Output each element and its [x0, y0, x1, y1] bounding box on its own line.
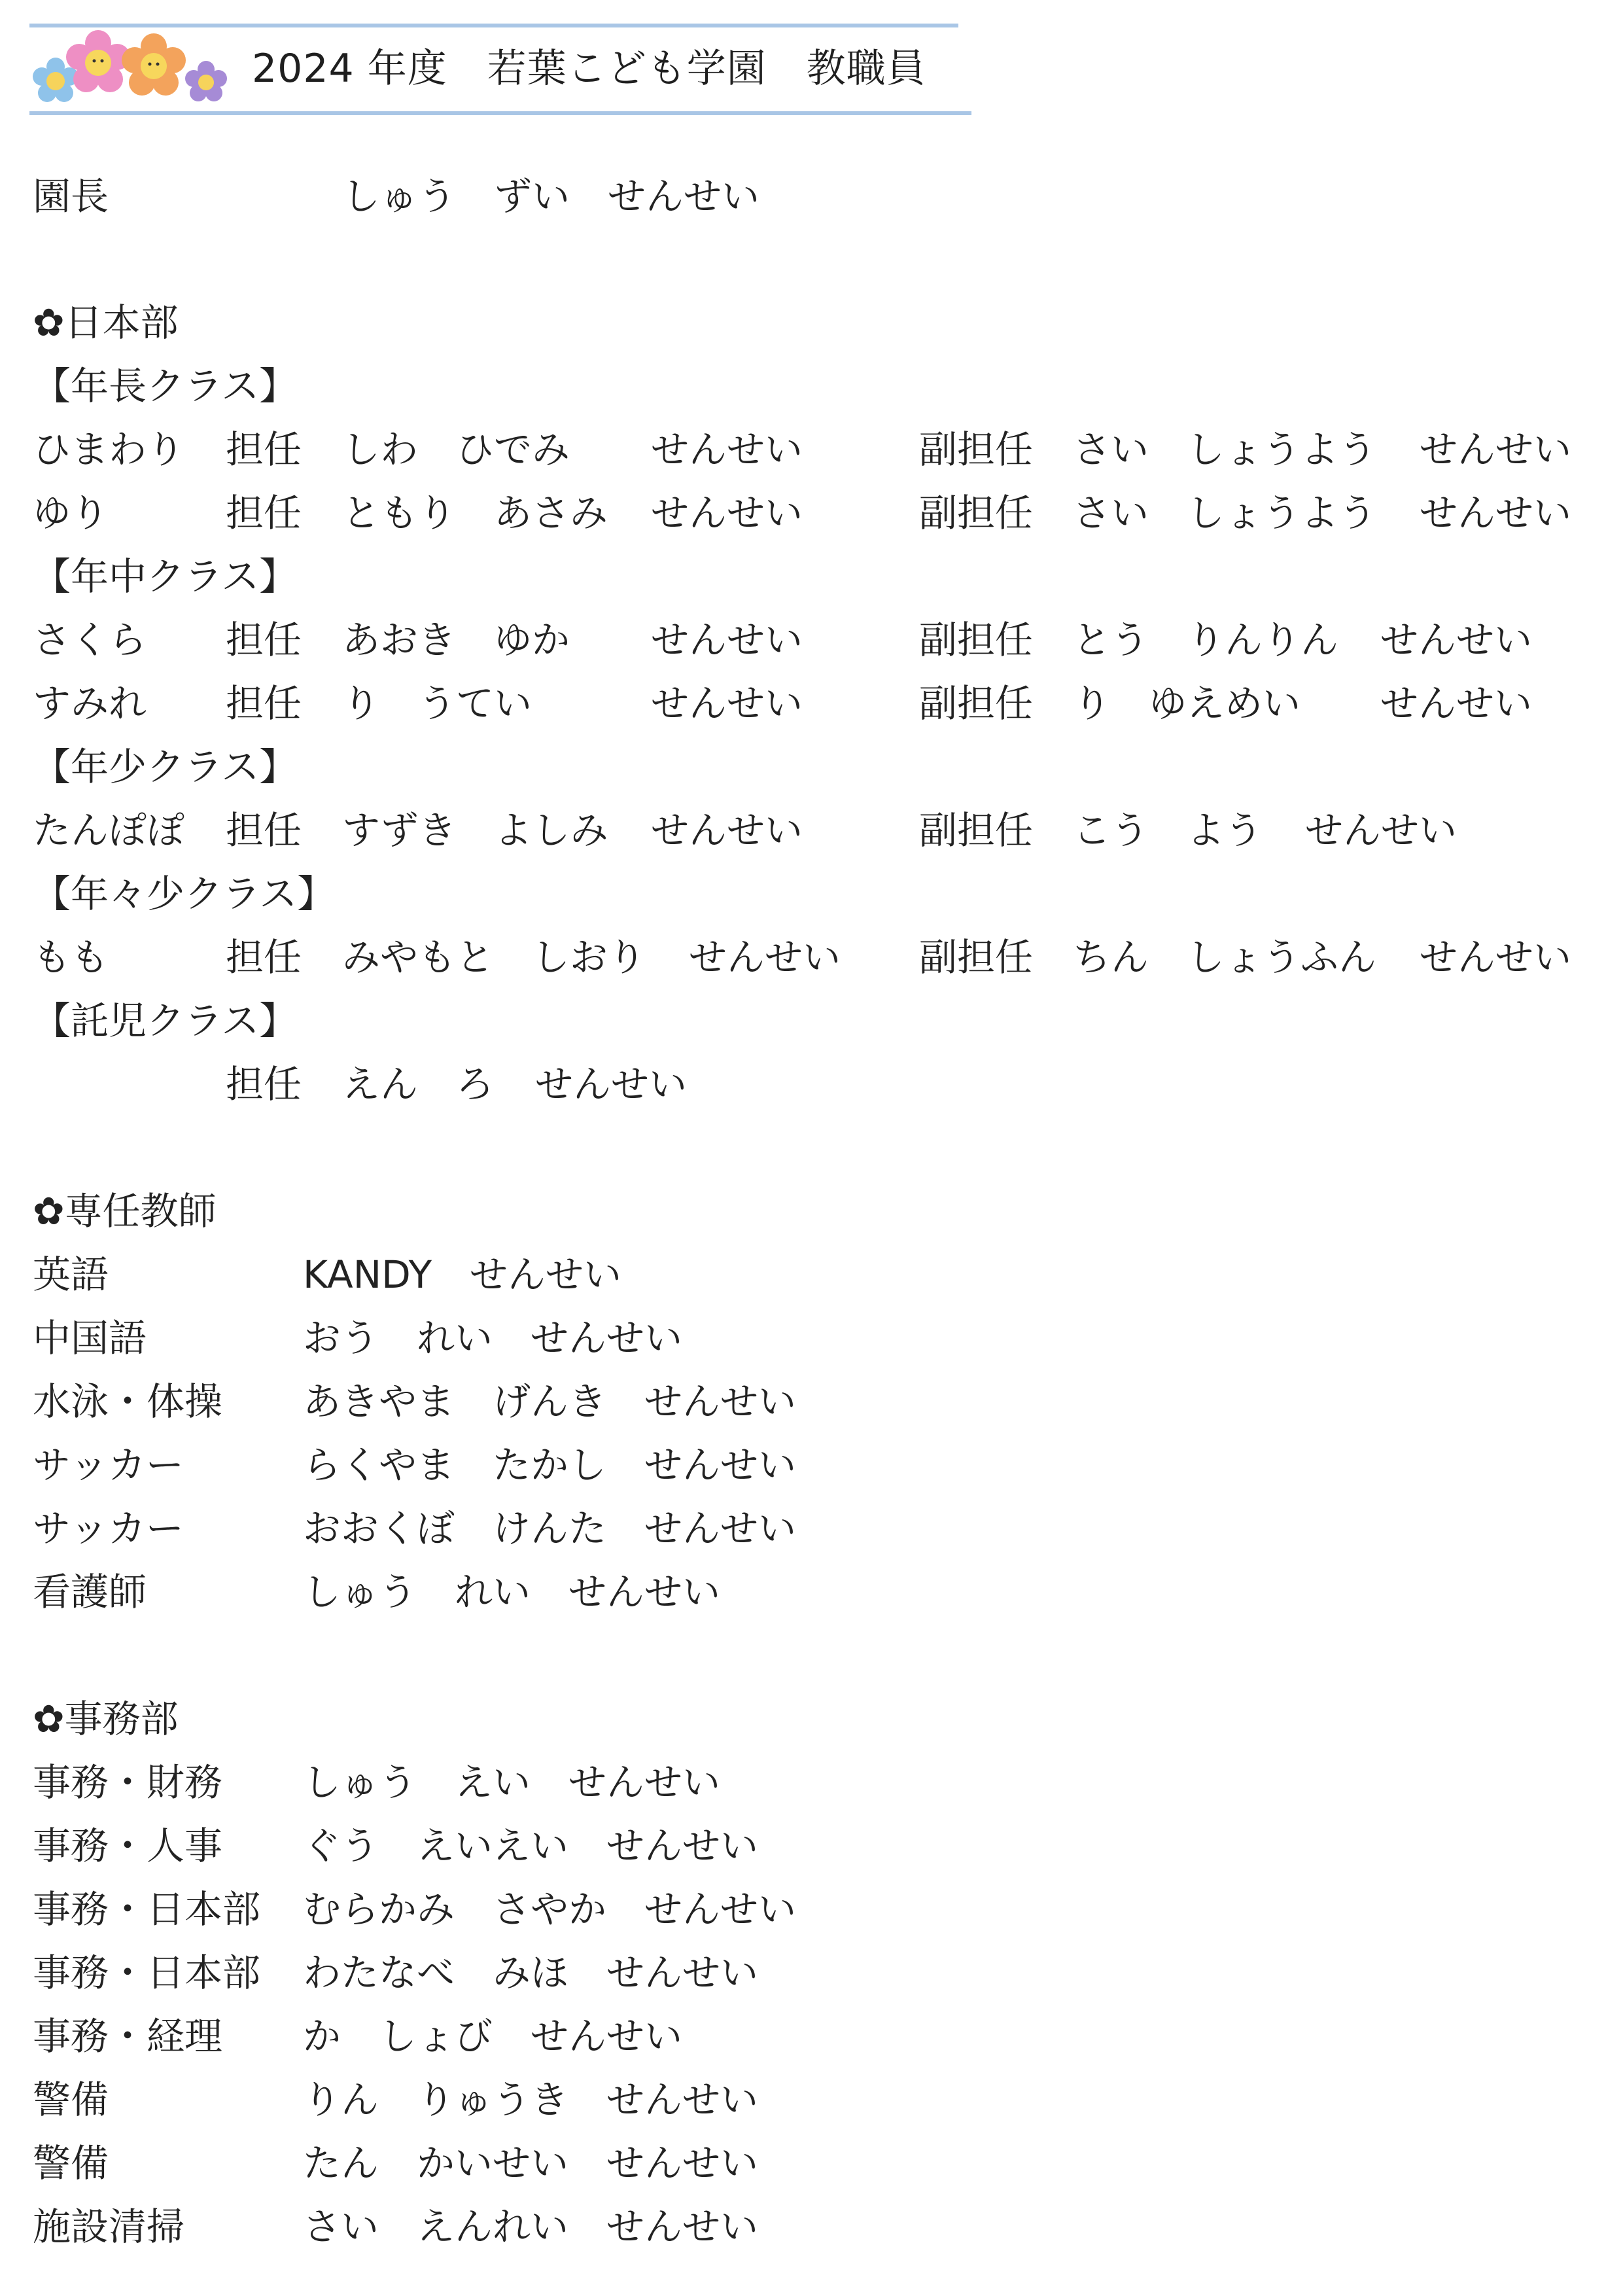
staff-name: たん かいせい せんせい: [303, 2141, 759, 2185]
sensei-suffix: せんせい: [1420, 491, 1572, 535]
sensei-suffix: せんせい: [651, 681, 803, 726]
staff-role: 事務・日本部: [33, 1951, 261, 1995]
teacher-name: り うてい: [342, 681, 532, 726]
staff-name: あきやま げんき せんせい: [303, 1379, 797, 1424]
class-label: 【年中クラス】: [33, 554, 298, 599]
staff-role: 事務・日本部: [33, 1887, 261, 1932]
class-label: 【年々少クラス】: [33, 872, 336, 916]
sensei-suffix: せんせい: [651, 427, 803, 472]
staff-role: 水泳・体操: [33, 1379, 223, 1424]
sensei-suffix: せんせい: [1305, 808, 1457, 853]
class-label: 【託児クラス】: [33, 998, 298, 1043]
staff-name: らくやま たかし せんせい: [303, 1443, 797, 1487]
class-name: すみれ: [33, 681, 147, 726]
class-name: ゆり: [33, 491, 109, 535]
staff-name: りん りゅうき せんせい: [303, 2077, 759, 2122]
fuku-tannin-label: 副担任: [919, 935, 1034, 980]
class-name: たんぽぽ: [33, 808, 185, 853]
staff-role: 事務・経理: [33, 2014, 223, 2058]
page-title: 2024 年度 若葉こども学園 教職員: [252, 46, 926, 92]
section-heading-japanese-dept: ✿日本部: [33, 300, 179, 345]
sensei-suffix: せんせい: [1380, 618, 1533, 662]
fuku-tannin-label: 副担任: [919, 491, 1034, 535]
staff-name: おう れい せんせい: [303, 1316, 683, 1360]
sensei-suffix: せんせい: [651, 618, 803, 662]
staff-name: しゅう えい せんせい: [303, 1760, 721, 1805]
page-header: [29, 24, 971, 116]
sensei-suffix: せんせい: [689, 935, 841, 980]
staff-name: しゅう れい せんせい: [303, 1570, 721, 1614]
staff-role: 警備: [33, 2141, 109, 2185]
fuku-tannin-label: 副担任: [919, 681, 1034, 726]
staff-role: 施設清掃: [33, 2204, 185, 2249]
teacher-name: しわ ひでみ: [342, 427, 570, 472]
tannin-label: 担任: [226, 1062, 302, 1106]
staff-role: 看護師: [33, 1570, 147, 1614]
tannin-label: 担任: [226, 618, 302, 662]
teacher-name: えん ろ: [342, 1062, 495, 1106]
sensei-suffix: せんせい: [1420, 427, 1572, 472]
fuku-teacher-name: さい しょうよう: [1073, 491, 1377, 535]
staff-name: か しょび せんせい: [303, 2014, 683, 2058]
teacher-name: みやもと しおり: [342, 935, 646, 980]
staff-role: サッカー: [33, 1443, 184, 1487]
sensei-suffix: せんせい: [651, 491, 803, 535]
teacher-name: ともり あさみ: [342, 491, 608, 535]
sensei-suffix: せんせい: [1380, 681, 1533, 726]
staff-name: ぐう えいえい せんせい: [303, 1824, 759, 1868]
staff-role: 英語: [33, 1252, 109, 1297]
fuku-teacher-name: とう りんりん: [1073, 618, 1339, 662]
class-name: さくら: [33, 618, 147, 662]
fuku-teacher-name: さい しょうよう: [1073, 427, 1377, 472]
staff-name: KANDY せんせい: [303, 1252, 621, 1297]
fuku-teacher-name: ちん しょうふん: [1073, 935, 1377, 980]
fuku-tannin-label: 副担任: [919, 427, 1034, 472]
staff-role: 中国語: [33, 1316, 147, 1360]
staff-role: 事務・財務: [33, 1760, 223, 1805]
flower-illustration-icon: [29, 30, 239, 109]
class-label: 【年長クラス】: [33, 364, 298, 408]
fuku-tannin-label: 副担任: [919, 618, 1034, 662]
director-name: しゅう ずい せんせい: [342, 174, 760, 219]
staff-name: むらかみ さやか せんせい: [303, 1887, 797, 1932]
tannin-label: 担任: [226, 935, 302, 980]
tannin-label: 担任: [226, 427, 302, 472]
fuku-tannin-label: 副担任: [919, 808, 1034, 853]
tannin-label: 担任: [226, 491, 302, 535]
class-name: もも: [33, 935, 109, 980]
teacher-name: すずき よしみ: [342, 808, 608, 853]
staff-role: 事務・人事: [33, 1824, 223, 1868]
staff-name: おおくぼ けんた せんせい: [303, 1506, 797, 1551]
section-heading-office: ✿事務部: [33, 1697, 179, 1741]
staff-name: わたなべ みほ せんせい: [303, 1951, 759, 1995]
header-top-rule: [29, 24, 958, 27]
sensei-suffix: せんせい: [1420, 935, 1572, 980]
class-name: ひまわり: [33, 427, 185, 472]
fuku-teacher-name: こう よう: [1073, 808, 1263, 853]
tannin-label: 担任: [226, 681, 302, 726]
fuku-teacher-name: り ゆえめい: [1073, 681, 1301, 726]
director-role: 園長: [33, 174, 109, 219]
staff-name: さい えんれい せんせい: [303, 2204, 759, 2249]
header-bottom-rule: [29, 111, 971, 115]
staff-role: サッカー: [33, 1506, 184, 1551]
teacher-name: あおき ゆか: [342, 618, 570, 662]
staff-role: 警備: [33, 2077, 109, 2122]
sensei-suffix: せんせい: [651, 808, 803, 853]
section-heading-specialist: ✿専任教師: [33, 1189, 217, 1233]
tannin-label: 担任: [226, 808, 302, 853]
class-label: 【年少クラス】: [33, 745, 298, 789]
sensei-suffix: せんせい: [535, 1062, 688, 1106]
